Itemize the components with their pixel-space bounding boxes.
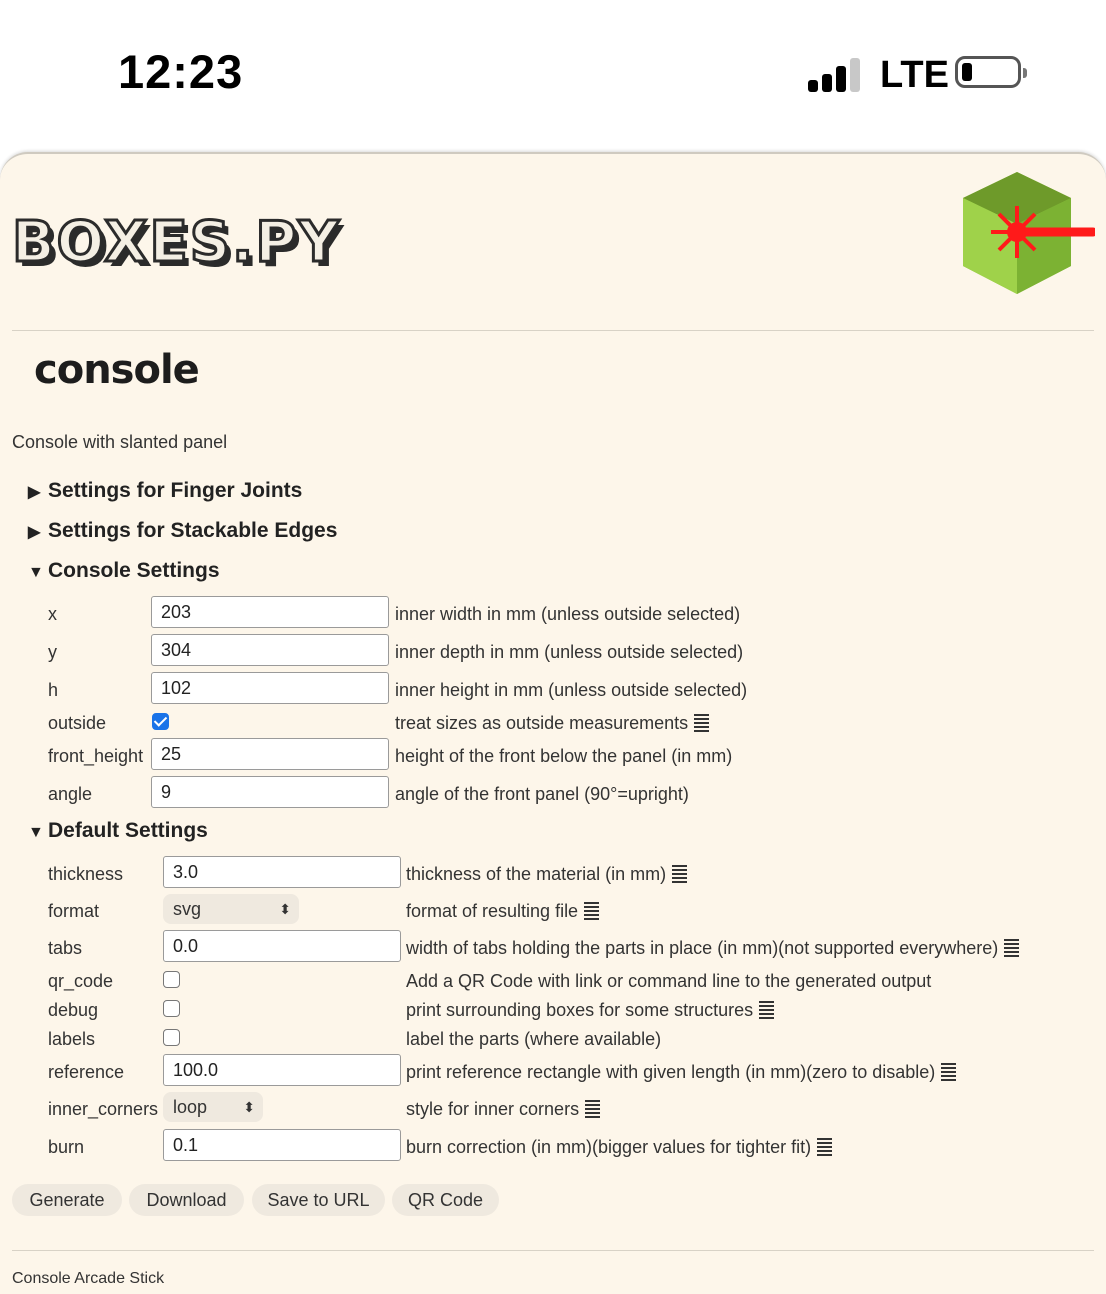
field-desc-thickness — [406, 864, 687, 885]
generate-button[interactable]: Generate — [12, 1184, 122, 1216]
field-label-inner-corners: inner_corners — [48, 1099, 159, 1119]
help-icon[interactable] — [941, 1063, 956, 1081]
section-console-settings[interactable] — [28, 559, 220, 583]
page-title: console — [34, 347, 199, 393]
field-desc-text: style for inner corners — [406, 1099, 580, 1119]
select-value: svg — [173, 899, 202, 919]
field-label-burn: burn — [48, 1137, 85, 1157]
section-label: Settings for Stackable Edges — [48, 519, 338, 542]
field-label-labels: labels — [48, 1029, 96, 1049]
signal-strength-icon — [808, 56, 864, 92]
help-icon[interactable] — [694, 714, 709, 732]
laser-cube-icon — [955, 168, 1095, 298]
download-button[interactable]: Download — [129, 1184, 244, 1216]
section-finger-joints[interactable] — [28, 479, 302, 503]
labels-checkbox[interactable] — [163, 1029, 180, 1046]
field-label-front-height: front_height — [48, 746, 144, 766]
angle-input[interactable]: 9 — [151, 776, 389, 808]
field-desc-qr-code: Add a QR Code with link or command line to the generated output — [406, 971, 932, 991]
select-chevron-icon: ⬍ — [243, 1099, 255, 1115]
section-default-settings[interactable] — [28, 819, 208, 843]
field-label-x: x — [48, 604, 57, 624]
field-desc-text: thickness of the material (in mm) — [406, 864, 667, 884]
help-icon[interactable] — [817, 1138, 832, 1156]
field-desc-h: inner height in mm (unless outside selected) — [395, 680, 748, 700]
front-height-input[interactable]: 25 — [151, 738, 389, 770]
help-icon[interactable] — [1004, 939, 1019, 957]
field-desc-text: print surrounding boxes for some structures — [406, 1000, 754, 1020]
save-to-url-button[interactable]: Save to URL — [252, 1184, 385, 1216]
expand-triangle-icon: ▶ — [28, 524, 41, 541]
field-desc-text: treat sizes as outside measurements — [395, 713, 689, 733]
section-label: Default Settings — [48, 819, 208, 842]
page-content — [0, 152, 1106, 1294]
help-icon[interactable] — [759, 1001, 774, 1019]
site-logo[interactable]: BOXES.PY — [12, 210, 341, 275]
h-input[interactable]: 102 — [151, 672, 389, 704]
field-label-debug: debug — [48, 1000, 99, 1020]
field-label-format: format — [48, 901, 100, 921]
field-label-thickness: thickness — [48, 864, 124, 884]
field-desc-burn — [406, 1137, 832, 1158]
qr-code-button[interactable]: QR Code — [392, 1184, 499, 1216]
header-divider — [12, 330, 1094, 331]
format-select[interactable] — [163, 894, 299, 924]
field-desc-text: width of tabs holding the parts in place (in mm)(not supported everywhere) — [406, 938, 999, 958]
status-bar — [0, 0, 1106, 150]
field-desc-format — [406, 901, 599, 922]
battery-icon — [955, 56, 1021, 88]
select-value: loop — [173, 1097, 208, 1117]
field-label-y: y — [48, 642, 57, 662]
field-label-angle: angle — [48, 784, 93, 804]
x-input[interactable]: 203 — [151, 596, 389, 628]
field-desc-outside — [395, 713, 709, 734]
field-desc-inner-corners — [406, 1099, 600, 1120]
y-input[interactable]: 304 — [151, 634, 389, 666]
footer-divider — [12, 1250, 1094, 1251]
field-label-reference: reference — [48, 1062, 125, 1082]
collapse-triangle-icon: ▼ — [28, 564, 44, 581]
field-desc-y: inner depth in mm (unless outside selected) — [395, 642, 744, 662]
outside-checkbox[interactable] — [152, 713, 169, 730]
expand-triangle-icon: ▶ — [28, 484, 41, 501]
qr-code-checkbox[interactable] — [163, 971, 180, 988]
tabs-input[interactable]: 0.0 — [163, 930, 401, 962]
field-desc-text: format of resulting file — [406, 901, 579, 921]
field-label-tabs: tabs — [48, 938, 83, 958]
thickness-input[interactable]: 3.0 — [163, 856, 401, 888]
field-desc-labels: label the parts (where available) — [406, 1029, 662, 1049]
reference-input[interactable]: 100.0 — [163, 1054, 401, 1086]
debug-checkbox[interactable] — [163, 1000, 180, 1017]
footer-next-link[interactable]: Console Arcade Stick — [12, 1270, 165, 1287]
field-desc-reference — [406, 1062, 956, 1083]
field-desc-angle: angle of the front panel (90°=upright) — [395, 784, 689, 804]
select-chevron-icon: ⬍ — [279, 901, 291, 917]
section-label: Settings for Finger Joints — [48, 479, 303, 502]
inner-corners-select[interactable] — [163, 1092, 263, 1122]
network-type: LTE — [880, 54, 949, 96]
field-label-h: h — [48, 680, 59, 700]
field-label-qr-code: qr_code — [48, 971, 114, 991]
help-icon[interactable] — [672, 865, 687, 883]
section-stackable-edges[interactable] — [28, 519, 337, 543]
field-desc-text: print reference rectangle with given length (in mm)(zero to disable) — [406, 1062, 936, 1082]
status-time: 12:23 — [118, 45, 244, 98]
burn-input[interactable]: 0.1 — [163, 1129, 401, 1161]
field-desc-x: inner width in mm (unless outside selected) — [395, 604, 741, 624]
field-label-outside: outside — [48, 713, 107, 733]
field-desc-text: burn correction (in mm)(bigger values for tighter fit) — [406, 1137, 812, 1157]
field-desc-debug — [406, 1000, 774, 1021]
section-label: Console Settings — [48, 559, 220, 582]
help-icon[interactable] — [584, 902, 599, 920]
page-description: Console with slanted panel — [12, 432, 228, 452]
field-desc-tabs — [406, 938, 1019, 959]
help-icon[interactable] — [585, 1100, 600, 1118]
collapse-triangle-icon: ▼ — [28, 824, 44, 841]
field-desc-front-height: height of the front below the panel (in mm) — [395, 746, 733, 766]
